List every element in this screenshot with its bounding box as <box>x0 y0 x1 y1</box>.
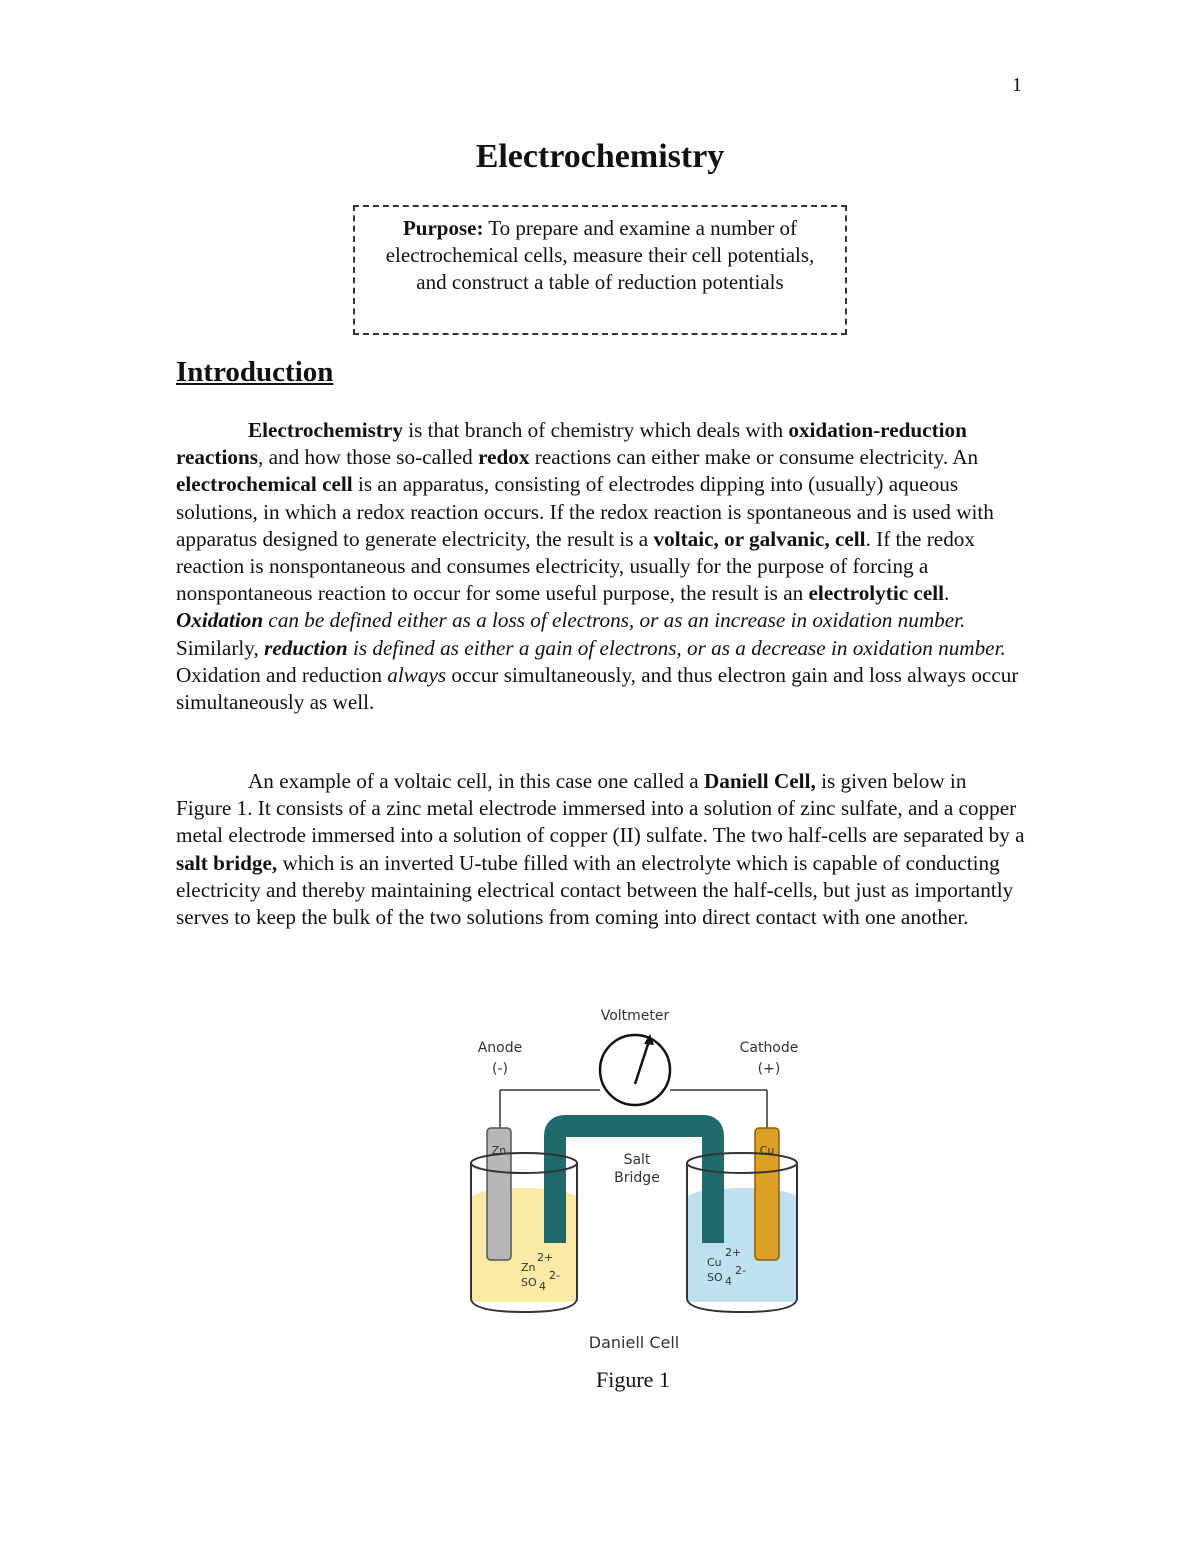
cathode-label: Cathode <box>739 1040 799 1056</box>
introduction-paragraph-1 <box>176 417 1026 716</box>
paragraph-2-content <box>176 769 1025 929</box>
text-run: always <box>387 662 447 687</box>
text-run: is an apparatus, consisting of electrodes dipping into (usually) aqueous solutions, in which a redox reaction occurs. If the redox reaction is spontaneous and is used with apparatus designed to generate electricity, the result is a <box>176 472 994 551</box>
copper-sulfate-subscript: 4 <box>725 1275 732 1288</box>
text-run: , and how those so-called <box>258 445 479 470</box>
zinc-sulfate-subscript: 4 <box>539 1280 546 1293</box>
zinc-ion-symbol: Zn <box>521 1261 536 1274</box>
daniell-cell-figure <box>460 998 810 1364</box>
text-run: reactions can either make or consume electricity. An <box>529 445 979 470</box>
text-run: is defined as either a gain of electrons, or as a decrease in oxidation number. <box>347 635 1006 660</box>
text-run: can be defined either as a loss of electrons, or as an increase in oxidation number. <box>263 608 966 633</box>
copper-ion-charge: 2+ <box>725 1246 742 1259</box>
text-run: reduction <box>264 635 348 660</box>
text-run: which is an inverted U-tube filled with an electrolyte which is capable of conducting electricity and thereby maintaining electrical contact between the half-cells, but just as importantly serves to keep the bulk of the two solutions from coming into direct contact with one another. <box>176 850 1014 930</box>
bridge-label: Bridge <box>614 1170 660 1186</box>
paragraph-1-content <box>176 418 1018 714</box>
cathode-sign: (+) <box>757 1061 781 1077</box>
text-run: electrochemical cell <box>176 472 353 497</box>
text-run: salt bridge, <box>176 850 278 875</box>
zinc-sulfate-charge: 2- <box>549 1269 560 1282</box>
copper-sulfate-charge: 2- <box>735 1264 746 1277</box>
text-run: is that branch of chemistry which deals with <box>402 418 789 442</box>
zinc-electrode-label: Zn <box>491 1144 507 1157</box>
text-run: Electrochemistry <box>248 418 403 442</box>
zinc-ion-charge: 2+ <box>537 1251 554 1264</box>
purpose-text: To prepare and examine a number of electrochemical cells, measure their cell potentials, and construct a table of reduction potentials <box>385 216 815 294</box>
salt-label: Salt <box>623 1152 651 1168</box>
anode-label: Anode <box>477 1040 523 1056</box>
text-run: is given below in Figure 1. It consists of a zinc metal electrode immersed into a solution of zinc sulfate, and a copper metal electrode immersed into a solution of copper (II) sulfate. The two half-cells are separated by a <box>176 769 1025 848</box>
copper-electrode-label: Cu <box>759 1144 775 1157</box>
text-run: . If the redox reaction is nonspontaneous and consumes electricity, usually for the purpose of forcing a nonspontaneous reaction to occur for some useful purpose, the result is an <box>176 526 975 606</box>
text-run: oxidation-reduction reactions <box>176 418 967 470</box>
copper-sulfate-symbol: SO <box>707 1271 723 1284</box>
text-run: voltaic, or galvanic, cell <box>653 526 866 551</box>
purpose-box <box>353 205 847 335</box>
voltmeter-label: Voltmeter <box>600 1008 670 1024</box>
text-run: redox <box>478 445 530 470</box>
text-run: . <box>944 581 950 606</box>
anode-sign: (-) <box>492 1061 508 1077</box>
copper-ion-symbol: Cu <box>707 1256 722 1269</box>
document-title: Electrochemistry <box>475 138 725 175</box>
text-run: occur simultaneously, and thus electron gain and loss always occur simultaneously as well. <box>176 662 1019 715</box>
text-run: electrolytic cell <box>808 581 945 606</box>
voltmeter-dial <box>600 1035 670 1105</box>
purpose-label: Purpose: <box>402 216 484 240</box>
text-run: Similarly, <box>176 635 265 660</box>
page-number: 1 <box>1012 74 1022 96</box>
text-run: Oxidation and reduction <box>176 662 388 687</box>
text-run: Daniell Cell, <box>703 769 816 793</box>
text-run: An example of a voltaic cell, in this case one called a <box>248 769 704 793</box>
zinc-sulfate-symbol: SO <box>521 1276 537 1289</box>
figure-caption: Figure 1 <box>596 1367 670 1392</box>
text-run: Oxidation <box>176 608 264 633</box>
introduction-paragraph-2 <box>176 768 1026 931</box>
daniell-cell-label: Daniell Cell <box>588 1333 680 1352</box>
introduction-heading: Introduction <box>176 356 334 388</box>
